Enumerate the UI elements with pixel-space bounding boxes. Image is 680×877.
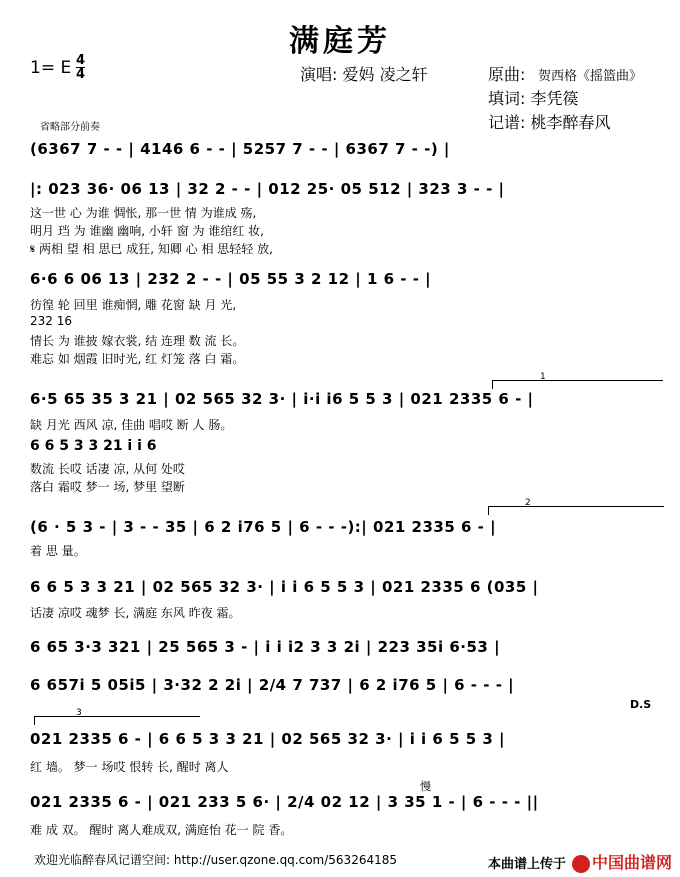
notes-line: (6 · 5 3 - | 3 - - 35 | 6 2 i76 5 | 6 - - -):| 021 2335 6 - | [30,518,497,536]
score-row-6 [30,578,658,618]
lyric-line: 明月 珰 为 谁幽 幽响, 小轩 窗 为 谁绾红 妆, [30,224,264,238]
score-row-8 [30,676,658,698]
notes-line: (6367 7 - - | 4146 6 - - | 5257 7 - - | 6367 7 - -) | [30,140,450,158]
notes-line: 021 2335 6 - | 021 233 5 6· | 2/4 02 12 | 3 35 1 - | 6 - - - || [30,793,539,811]
lyricist-credit: 填词: 李凭篌 [488,89,579,108]
transcriber-credit: 记谱: 桃李醉春风 [488,113,611,132]
notes-line: 6·5 65 35 3 21 | 02 565 32 3· | i·i i6 5 5 3 | 021 2335 6 - | [30,390,534,408]
tempo-mark-slow: 慢 [420,780,431,793]
brand-logo-icon [572,855,590,873]
score-row-10 [30,793,658,838]
brand-name: 中国曲谱网 [592,853,673,872]
lyric-line: 难忘 如 烟霞 旧时光, 红 灯笼 落 白 霜。 [30,352,245,366]
lyric-line: 这一世 心 为谁 惆怅, 那一世 情 为谁成 殇, [30,206,257,220]
prelude-note: 省略部分前奏 [40,122,100,133]
upload-note: 本曲谱上传于 [488,857,567,872]
lyric-line: 情长 为 谁披 嫁衣裳, 结 连理 数 流 长。 [30,334,245,348]
notes-line: 6 657i 5 05i5 | 3·32 2 2i | 2/4 7 737 | 6 2 i76 5 | 6 - - - | [30,676,515,694]
notes-line: |: 023 36· 06 13 | 32 2 - - | 012 25· 05 512 | 323 3 - - | [30,180,505,198]
footer-credit: 欢迎光临醉春风记谱空间: http://user.qzone.qq.com/563264185 [34,853,398,867]
song-title: 满庭芳 [289,24,391,59]
score-row-1 [30,140,658,170]
lyric-line: 着 思 量。 [30,544,86,558]
notes-line: 021 2335 6 - | 6 6 5 3 3 21 | 02 565 32 3· | i i 6 5 5 3 | [30,730,506,748]
original-value: 贺西格《摇篮曲》 [538,69,643,84]
volta-number: 3 [76,708,82,718]
notes-line: 6·6 6 06 13 | 232 2 - - | 05 55 3 2 12 | 1 6 - - | [30,270,432,288]
score-row-5 [30,518,658,558]
volta-bracket-2 [488,506,664,515]
singers-credit: 演唱: 爱妈 凌之轩 [300,65,428,84]
notes-line: 6 6 5 3 3 21 | 02 565 32 3· | i i 6 5 5 3 | 021 2335 6 (035 | [30,578,539,596]
lyric-line: 红 墙。 梦一 场哎 恨转 长, 醒时 离人 [30,760,229,774]
volta-bracket-1 [492,380,663,389]
score-row-3 [30,270,658,370]
time-signature: 4 4 [76,53,86,82]
score-row-7 [30,638,658,660]
volta-bracket-3 [34,716,200,725]
volta-number: 2 [525,498,531,508]
lyric-line: 232 16 [30,314,72,328]
lyric-line: 数流 长哎 话凄 凉, 从何 处哎 [30,462,185,476]
volta-number: 1 [540,372,546,382]
score-row-4 [30,390,658,500]
lyric-line: 𝄋 两相 望 相 思已 成狂, 知卿 心 相 思轻轻 放, [30,242,273,256]
lyric-line: 难 成 双。 醒时 离人难成双, 满庭怡 花一 院 香。 [30,823,293,837]
site-brand [572,850,672,873]
lyric-line: 话凄 凉哎 魂梦 长, 满庭 东风 昨夜 霜。 [30,606,241,620]
dal-segno-mark: D.S [630,698,652,711]
notes-line: 6 65 3·3 321 | 25 565 3 - | i i i2 3 3 2i | 223 35i 6·53 | [30,638,501,656]
score-row-9 [30,730,658,775]
key-signature: 1= E [30,58,72,78]
lyric-line: 缺 月光 西风 凉, 佳曲 唱哎 断 人 肠。 [30,418,233,432]
notes-alt-line: 6 6 5 3 3 21 i i 6 [30,438,157,454]
original-label: 原曲: [488,65,526,84]
lyric-line: 彷徨 轮 回里 谁痴惘, 雕 花窗 缺 月 光, [30,298,237,312]
lyric-line: 落白 霜哎 梦一 场, 梦里 望断 [30,480,185,494]
score-row-2 [30,180,658,260]
